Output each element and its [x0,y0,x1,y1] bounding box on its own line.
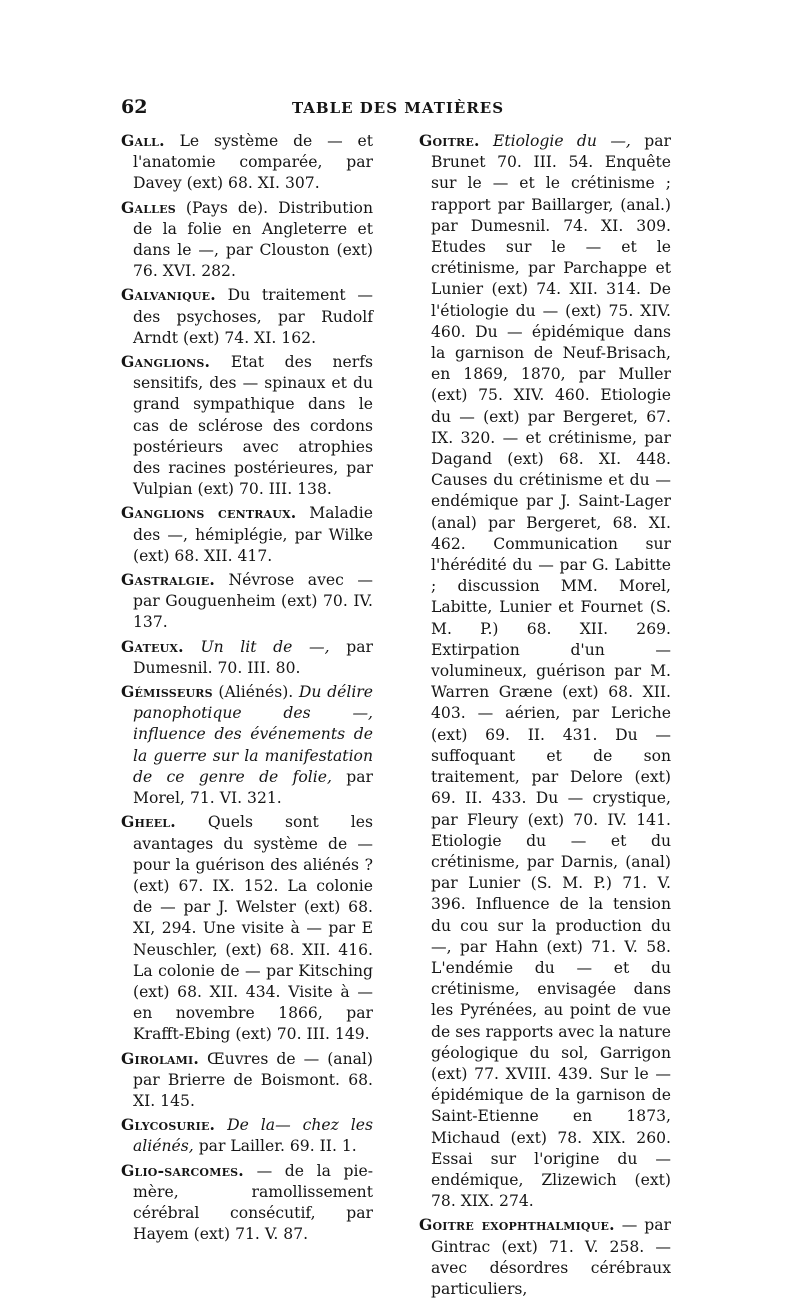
index-text: par Brunet 70. III. 54. Enquête sur le — et le crétinisme ; rapport par Baillarger, (anal.) par Dumesnil. 74. XI. 309. Etudes sur le — et le crétinisme, par Parchappe et Lunier (ext) 74. XII. 314. De l'étiologie du — (ext) 75. XIV. 460. Du — épidémique dans la garnison de Neuf-Brisach, en 1869, 1870, par Muller (ext) 75. XIV. 460. Etiologie du — (ext) par Bergeret, 67. IX. 320. — et crétinisme, par Dagand (ext) 68. XI. 448. Causes du crétinisme et du — endémique par J. Saint-Lager (anal) par Bergeret, 68. XI. 462. Communication sur l'hérédité du — par G. Labitte ; discussion MM. Morel, Labitte, Lunier et Fournet (S. M. P.) 68. XII. 269. Extirpation d'un — volumineux, guérison par M. Warren Græne (ext) 68. XII. 403. — aérien, par Leriche (ext) 69. II. 431. Du — suffoquant et de son traitement, par Delore (ext) 69. II. 433. Du — crystique, par Fleury (ext) 70. IV. 141. Etiologie du — et du crétinisme, par Darnis, (anal) par Lunier (S. M. P.) 71. V. 396. Influence de la tension du cou sur la production du —, par Hahn (ext) 71. V. 58. L'endémie du — et du crétinisme, envisagée dans les Pyrénées, au point de vue de ses rapports avec la nature géologique du sol, Garrigon (ext) 77. XVIII. 439. Sur le — épidémique de la garnison de Saint-Etienne en 1873, Michaud (ext) 78. XIX. 260. Essai sur l'origine du — endémique, Zlizewich (ext) 78. XIX. 274. [431,132,671,1211]
index-headword: Glycosurie. [121,1115,216,1135]
index-entry [121,569,373,634]
running-title: TABLE DES MATIÈRES [291,99,505,117]
index-headword: Gall. [121,131,165,150]
index-headword: Glio-sarcomes. [121,1160,244,1180]
right-column [419,130,671,1302]
left-column [121,130,373,1247]
index-entry [121,1160,373,1246]
index-headword: Ganglions. [121,352,211,372]
index-entry [419,1214,671,1300]
page-header [121,96,675,126]
index-text: Etat des nerfs sensitifs, des — spinaux et du grand sympathique dans le cas de sclérose des cordons postérieurs avec atrophies des racines postérieures, par Vulpian (ext) 70. III. 138. [133,353,373,499]
index-headword: Goitre exophthalmique. [419,1215,615,1235]
index-text: Névrose avec — par Gouguenheim (ext) 70. IV. 137. [133,571,373,632]
index-text: par Morel, 71. VI. 321. [133,767,373,808]
index-text: Quels sont les avantages du système de — pour la guérison des aliénés ? (ext) 67. IX. 152. La colonie de — par J. Welster (ext) 68. XI, 294. Une visite à — par E Neuschler, (ext) 68. XII. 416. La colonie de — par Kitsching (ext) 68. XII. 434. Visite à — en novembre 1866, par Krafft-Ebing (ext) 70. III. 149. [133,813,373,1044]
index-entry [121,636,373,679]
page-number: 62 [121,96,148,118]
index-entry [121,681,373,809]
index-text: Du traitement — des psychoses, par Rudolf Arndt (ext) 74. XI. 162. [133,286,373,347]
index-text: — par Gintrac (ext) 71. V. 258. — avec désordres cérébraux particuliers, [431,1216,671,1298]
index-entry [121,1048,373,1113]
index-headword: Galvanique. [121,285,216,305]
index-entry [419,130,671,1212]
index-text: par Lailler. 69. II. 1. [198,1137,357,1156]
index-headword: Ganglions centraux. [121,503,297,523]
index-entry [121,811,373,1045]
index-headword: Goitre. [419,131,480,150]
index-title-italic: Etiologie du —, [492,132,631,150]
index-text: Le système de — et l'anatomie comparée, par Davey (ext) 68. XI. 307. [133,132,373,193]
index-entry [121,284,373,349]
index-headword: Gastralgie. [121,570,215,590]
index-text: (Aliénés). [218,683,294,702]
index-title-italic: De la— chez les aliénés, [133,1116,373,1156]
index-text: par Dumesnil. 70. III. 80. [133,637,373,677]
index-headword: Gateux. [121,636,184,656]
index-text: (Pays de). Distribution de la folie en Angleterre et dans le —, par Clouston (ext) 76. XVI. 282. [133,198,373,281]
index-entry [121,351,373,500]
index-text: — de la pie-mère, ramollissement cérébral consécutif, par Hayem (ext) 71. V. 87. [133,1161,373,1244]
index-entry [121,197,373,283]
index-headword: Girolami. [121,1048,200,1068]
index-text: Maladie des —, hémiplégie, par Wilke (ext) 68. XII. 417. [133,504,373,565]
index-title-italic: Un lit de —, [200,637,330,656]
index-text: Œuvres de — (anal) par Brierre de Boismont. 68. XI. 145. [133,1049,373,1110]
index-headword: Gémisseurs [121,682,213,702]
index-entry [121,502,373,567]
index-entry [121,130,373,195]
index-headword: Gheel. [121,812,176,832]
index-headword: Galles [121,197,176,217]
index-entry [121,1114,373,1157]
index-title-italic: Du délire panophotique des —, influence des événements de la guerre sur la manifestation de ce genre de folie, [133,683,373,786]
